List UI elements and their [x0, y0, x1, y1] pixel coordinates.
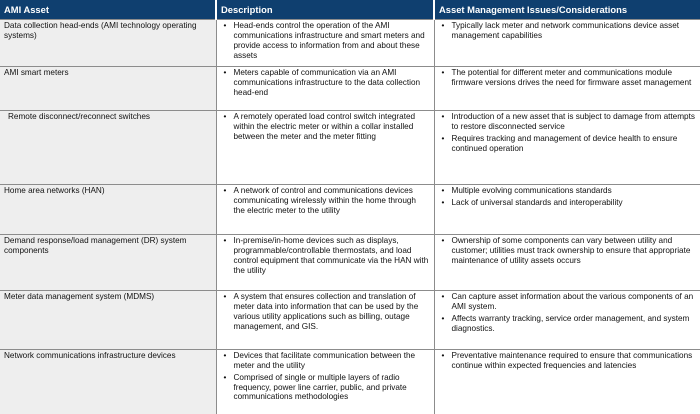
asset-name: AMI smart meters — [4, 68, 212, 78]
issue-item: • The potential for different meter and communications module firmware versions drives the need for firmware asset management — [439, 68, 697, 88]
header-issues: Asset Management Issues/Considerations — [434, 0, 700, 20]
description-cell — [216, 67, 434, 111]
table-row — [0, 20, 700, 67]
description-list — [221, 292, 430, 331]
issues-list — [439, 292, 697, 333]
issues-list — [439, 112, 697, 153]
table-row — [0, 185, 700, 235]
table-row — [0, 67, 700, 111]
issue-item: • Introduction of a new asset that is subject to damage from attempts to restore disconnected service — [439, 112, 697, 132]
description-item: • A system that ensures collection and translation of meter data into information that can be used by the various utility applications such as billing, outage management, and GIS. — [221, 292, 430, 331]
description-item: • Meters capable of communication via an AMI communications infrastructure to the data collection head-end — [221, 68, 430, 98]
issue-item: • Preventative maintenance required to ensure that communications continue within expected frequencies and latencies — [439, 351, 697, 371]
asset-name: Remote disconnect/reconnect switches — [4, 112, 212, 122]
asset-name: Network communications infrastructure devices — [4, 351, 212, 361]
issues-cell — [434, 291, 700, 350]
issues-cell — [434, 20, 700, 67]
issue-item: • Affects warranty tracking, service order management, and system diagnostics. — [439, 314, 697, 334]
asset-cell — [0, 350, 216, 414]
asset-cell — [0, 67, 216, 111]
description-cell — [216, 291, 434, 350]
description-item: • Head-ends control the operation of the AMI communications infrastructure and smart meters and provide access to information from and about these assets — [221, 21, 430, 60]
table-row — [0, 235, 700, 291]
issue-item: • Ownership of some components can vary between utility and customer; utilities must track ownership to ensure that appropriate maintenance of utility assets occurs — [439, 236, 697, 266]
table-header — [0, 0, 700, 20]
description-list — [221, 21, 430, 60]
asset-name: Data collection head-ends (AMI technology operating systems) — [4, 21, 212, 41]
description-item: • Devices that facilitate communication between the meter and the utility — [221, 351, 430, 371]
description-item: • A remotely operated load control switch integrated within the electric meter or within a collar installed between the meter and the meter fitting — [221, 112, 430, 142]
asset-name: Demand response/load management (DR) system components — [4, 236, 212, 256]
header-row — [0, 0, 700, 20]
issues-list — [439, 186, 697, 208]
issues-list — [439, 351, 697, 371]
description-list — [221, 186, 430, 216]
asset-cell — [0, 111, 216, 185]
table-row — [0, 350, 700, 414]
description-cell — [216, 111, 434, 185]
issue-item: • Requires tracking and management of device health to ensure continued operation — [439, 134, 697, 154]
table-row — [0, 111, 700, 185]
header-description: Description — [216, 0, 434, 20]
asset-name: Meter data management system (MDMS) — [4, 292, 212, 302]
header-ami-asset: AMI Asset — [0, 0, 216, 20]
asset-cell — [0, 235, 216, 291]
description-cell — [216, 235, 434, 291]
description-cell — [216, 185, 434, 235]
description-cell — [216, 20, 434, 67]
description-list — [221, 112, 430, 142]
asset-cell — [0, 185, 216, 235]
issues-cell — [434, 350, 700, 414]
issue-item: • Typically lack meter and network communications device asset management capabilities — [439, 21, 697, 41]
issues-list — [439, 68, 697, 88]
issues-list — [439, 21, 697, 41]
description-item: • A network of control and communications devices communicating wirelessly within the home through the electric meter to the utility — [221, 186, 430, 216]
description-cell — [216, 350, 434, 414]
issues-cell — [434, 235, 700, 291]
issues-cell — [434, 111, 700, 185]
asset-cell — [0, 20, 216, 67]
table-body — [0, 20, 700, 414]
description-item: • In-premise/in-home devices such as displays, programmable/controllable thermostats, and load control equipment that communicate via the HAN with the utility — [221, 236, 430, 275]
issue-item: • Multiple evolving communications standards — [439, 186, 697, 196]
description-list — [221, 351, 430, 402]
description-item: • Comprised of single or multiple layers of radio frequency, power line carrier, public, and private communications methodologies — [221, 373, 430, 403]
asset-cell — [0, 291, 216, 350]
asset-name: Home area networks (HAN) — [4, 186, 212, 196]
table-row — [0, 291, 700, 350]
description-list — [221, 68, 430, 98]
issue-item: • Can capture asset information about the various components of an AMI system. — [439, 292, 697, 312]
issue-item: • Lack of universal standards and interoperability — [439, 198, 697, 208]
description-list — [221, 236, 430, 275]
issues-list — [439, 236, 697, 266]
issues-cell — [434, 185, 700, 235]
issues-cell — [434, 67, 700, 111]
